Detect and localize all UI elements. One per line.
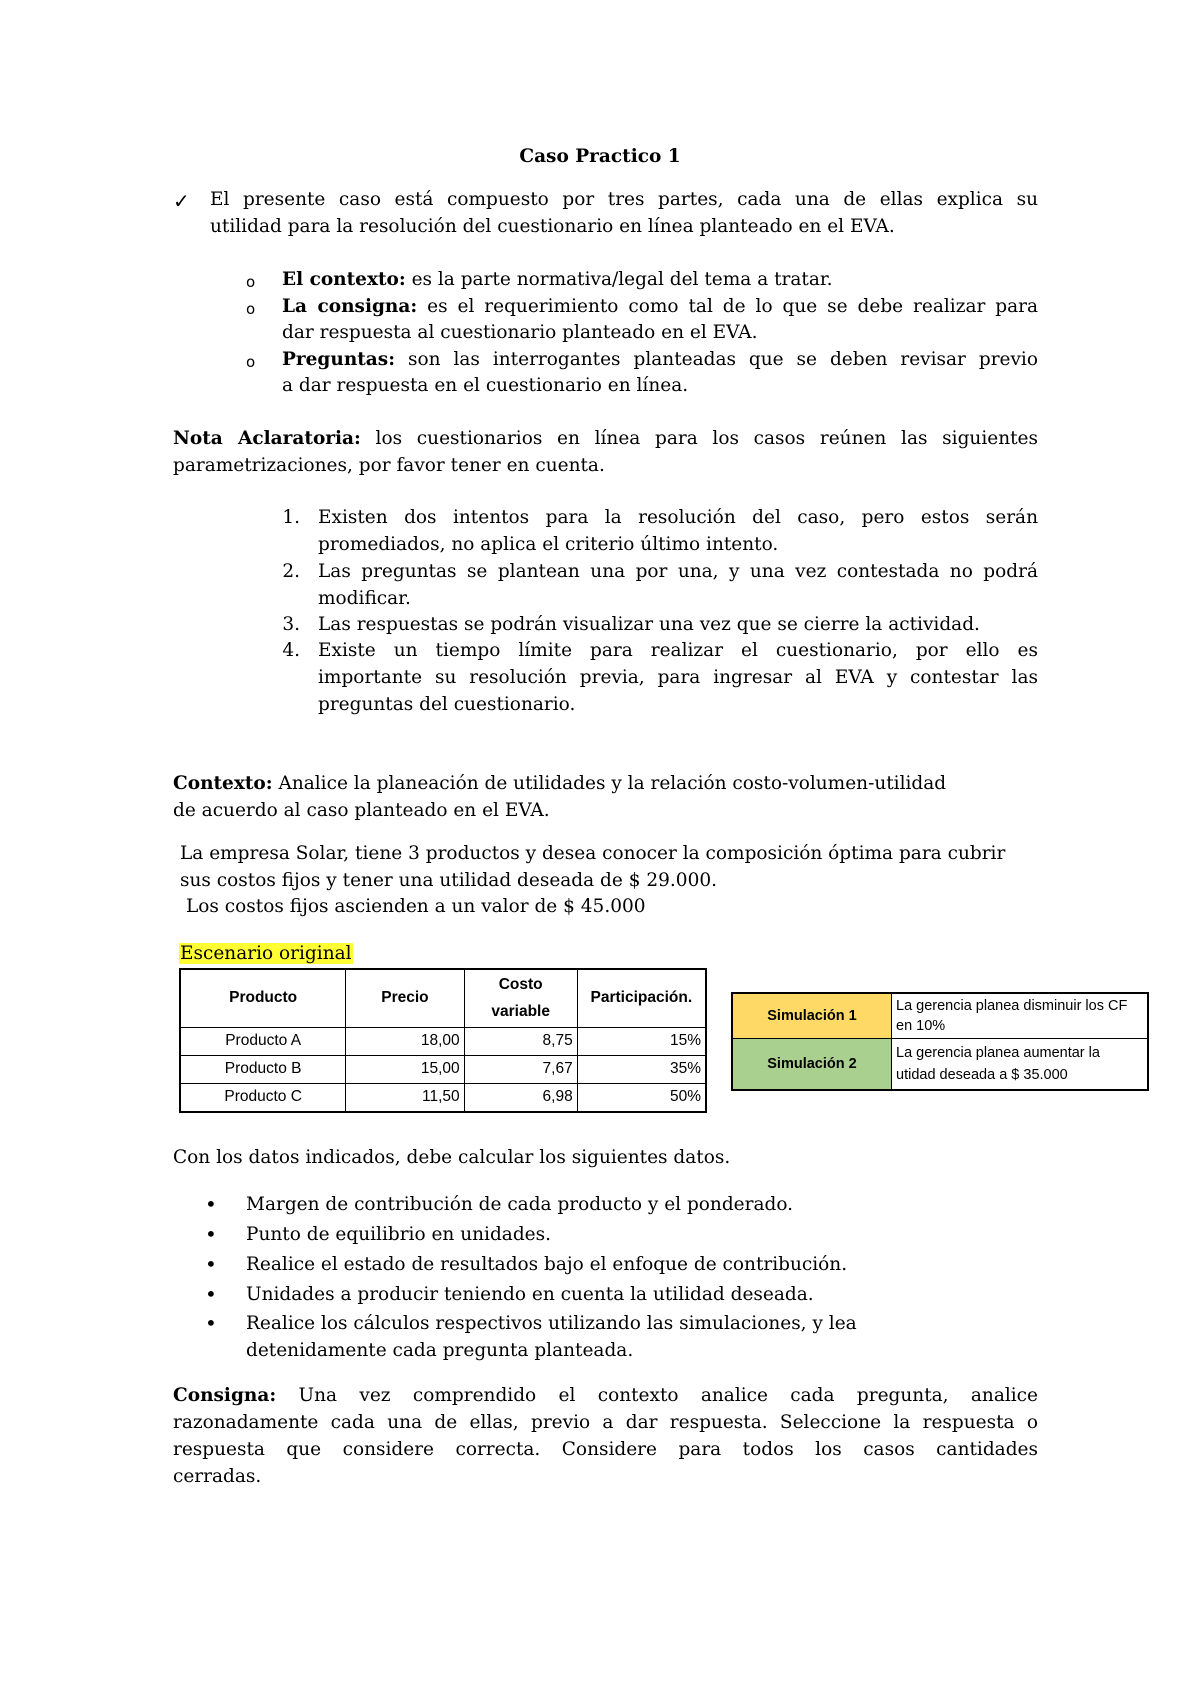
part-bullet-3: o: [246, 353, 256, 371]
part-preguntas: [282, 349, 1038, 370]
simulation-desc-line-2: en 10%: [896, 1017, 946, 1034]
consigna-line-1: [173, 1385, 1038, 1406]
header-costo-1: Costo: [498, 976, 543, 994]
company-line-3: Los costos fijos ascienden a un valor de $ 45.000: [186, 896, 646, 917]
header-costo-2: variable: [491, 1003, 550, 1021]
calc-intro: Con los datos indicados, debe calcular los siguientes datos.: [173, 1147, 731, 1168]
part-bullet-2: o: [246, 300, 256, 318]
cell-product: Producto B: [180, 1055, 346, 1083]
rule-number: 1.: [282, 507, 300, 528]
company-line-1: La empresa Solar, tiene 3 productos y desea conocer la composición óptima para cubrir: [180, 843, 1006, 864]
part-term: El contexto:: [282, 269, 406, 290]
page-title: Caso Practico 1: [519, 146, 681, 167]
part-term: Preguntas:: [282, 349, 396, 370]
cell-variable-cost: 8,75: [464, 1027, 577, 1055]
header-participacion: Participación.: [577, 969, 706, 1027]
bullet-icon: •: [205, 1311, 217, 1335]
note-term: Nota Aclaratoria:: [173, 428, 361, 449]
simulation-row: [732, 1038, 1148, 1090]
rule-2-line-1: Las preguntas se plantean una por una, y una vez contestada no podrá: [318, 561, 1038, 582]
cell-product: Producto C: [180, 1083, 346, 1112]
simulation-description: [892, 993, 1149, 1038]
simulation-row: [732, 993, 1148, 1038]
header-costo-variable: [464, 969, 577, 1027]
scenario-table: [179, 968, 707, 1113]
simulation-desc-line-1: La gerencia planea disminuir los CF: [896, 997, 1128, 1014]
calc-item: Unidades a producir teniendo en cuenta la utilidad deseada.: [246, 1284, 814, 1305]
cell-product: Producto A: [180, 1027, 346, 1055]
bullet-icon: •: [205, 1252, 217, 1276]
note-text: los cuestionarios en línea para los casos reúnen las siguientes: [360, 428, 1038, 449]
intro-line-2: utilidad para la resolución del cuestionario en línea planteado en el EVA.: [210, 216, 895, 237]
scenario-label: Escenario original: [180, 943, 352, 964]
simulation-label: Simulación 2: [732, 1038, 892, 1090]
simulation-desc-line-2: utidad deseada a $ 35.000: [896, 1066, 1068, 1083]
part-text: es la parte normativa/legal del tema a tratar.: [405, 269, 833, 290]
table-header-row: [180, 969, 706, 1027]
context-text: Analice la planeación de utilidades y la relación costo-volumen-utilidad: [272, 773, 947, 794]
calc-item: Margen de contribución de cada producto y el ponderado.: [246, 1194, 794, 1215]
calc-item: Realice los cálculos respectivos utilizando las simulaciones, y lea: [246, 1313, 857, 1334]
simulation-description: [892, 1038, 1149, 1090]
simulations-table: [731, 992, 1149, 1091]
simulation-label: Simulación 1: [732, 993, 892, 1038]
checkmark-icon: ✓: [173, 189, 190, 213]
cell-price: 15,00: [346, 1055, 464, 1083]
rule-4-line-3: preguntas del cuestionario.: [318, 694, 576, 715]
consigna-line-3: respuesta que considere correcta. Considere para todos los casos cantidades: [173, 1439, 1038, 1460]
cell-share: 50%: [577, 1083, 706, 1112]
part-text: son las interrogantes planteadas que se deben revisar previo: [395, 349, 1038, 370]
cell-variable-cost: 7,67: [464, 1055, 577, 1083]
context-line-1: [173, 773, 946, 794]
header-producto: Producto: [180, 969, 346, 1027]
part-consigna: [282, 296, 1038, 317]
bullet-icon: •: [205, 1282, 217, 1306]
note-line-2: parametrizaciones, por favor tener en cuenta.: [173, 455, 605, 476]
calc-item: Realice el estado de resultados bajo el enfoque de contribución.: [246, 1254, 848, 1275]
table-row: [180, 1083, 706, 1112]
part-consigna-line-2: dar respuesta al cuestionario planteado en el EVA.: [282, 322, 758, 343]
table-row: [180, 1055, 706, 1083]
cell-variable-cost: 6,98: [464, 1083, 577, 1112]
rule-3-line-1: Las respuestas se podrán visualizar una vez que se cierre la actividad.: [318, 614, 980, 635]
consigna-term: Consigna:: [173, 1385, 277, 1406]
consigna-line-4: cerradas.: [173, 1466, 262, 1487]
note-line-1: [173, 428, 1038, 449]
rule-number: 4.: [282, 640, 300, 661]
part-preguntas-line-2: a dar respuesta en el cuestionario en línea.: [282, 375, 689, 396]
part-contexto: [282, 269, 833, 290]
rule-1-line-1: Existen dos intentos para la resolución del caso, pero estos serán: [318, 507, 1038, 528]
rule-number: 3.: [282, 614, 300, 635]
rule-1-line-2: promediados, no aplica el criterio último intento.: [318, 534, 779, 555]
part-text: es el requerimiento como tal de lo que se debe realizar para: [417, 296, 1038, 317]
rule-2-line-2: modificar.: [318, 588, 411, 609]
part-bullet-1: o: [246, 273, 256, 291]
context-term: Contexto:: [173, 773, 273, 794]
calc-item-5-line-2: detenidamente cada pregunta planteada.: [246, 1340, 634, 1361]
consigna-line-2: razonadamente cada una de ellas, previo a dar respuesta. Seleccione la respuesta o: [173, 1412, 1038, 1433]
cell-price: 18,00: [346, 1027, 464, 1055]
rule-4-line-2: importante su resolución previa, para ingresar al EVA y contestar las: [318, 667, 1038, 688]
cell-share: 15%: [577, 1027, 706, 1055]
consigna-text: Una vez comprendido el contexto analice cada pregunta, analice: [276, 1385, 1038, 1406]
header-precio: Precio: [346, 969, 464, 1027]
table-row: [180, 1027, 706, 1055]
bullet-icon: •: [205, 1222, 217, 1246]
calc-item: Punto de equilibrio en unidades.: [246, 1224, 552, 1245]
cell-price: 11,50: [346, 1083, 464, 1112]
part-term: La consigna:: [282, 296, 418, 317]
rule-number: 2.: [282, 561, 300, 582]
context-line-2: de acuerdo al caso planteado en el EVA.: [173, 800, 550, 821]
cell-share: 35%: [577, 1055, 706, 1083]
intro-line-1: El presente caso está compuesto por tres partes, cada una de ellas explica su: [210, 189, 1038, 210]
bullet-icon: •: [205, 1192, 217, 1216]
rule-4-line-1: Existe un tiempo límite para realizar el cuestionario, por ello es: [318, 640, 1038, 661]
simulation-desc-line-1: La gerencia planea aumentar la: [896, 1044, 1100, 1061]
company-line-2: sus costos fijos y tener una utilidad deseada de $ 29.000.: [180, 870, 717, 891]
